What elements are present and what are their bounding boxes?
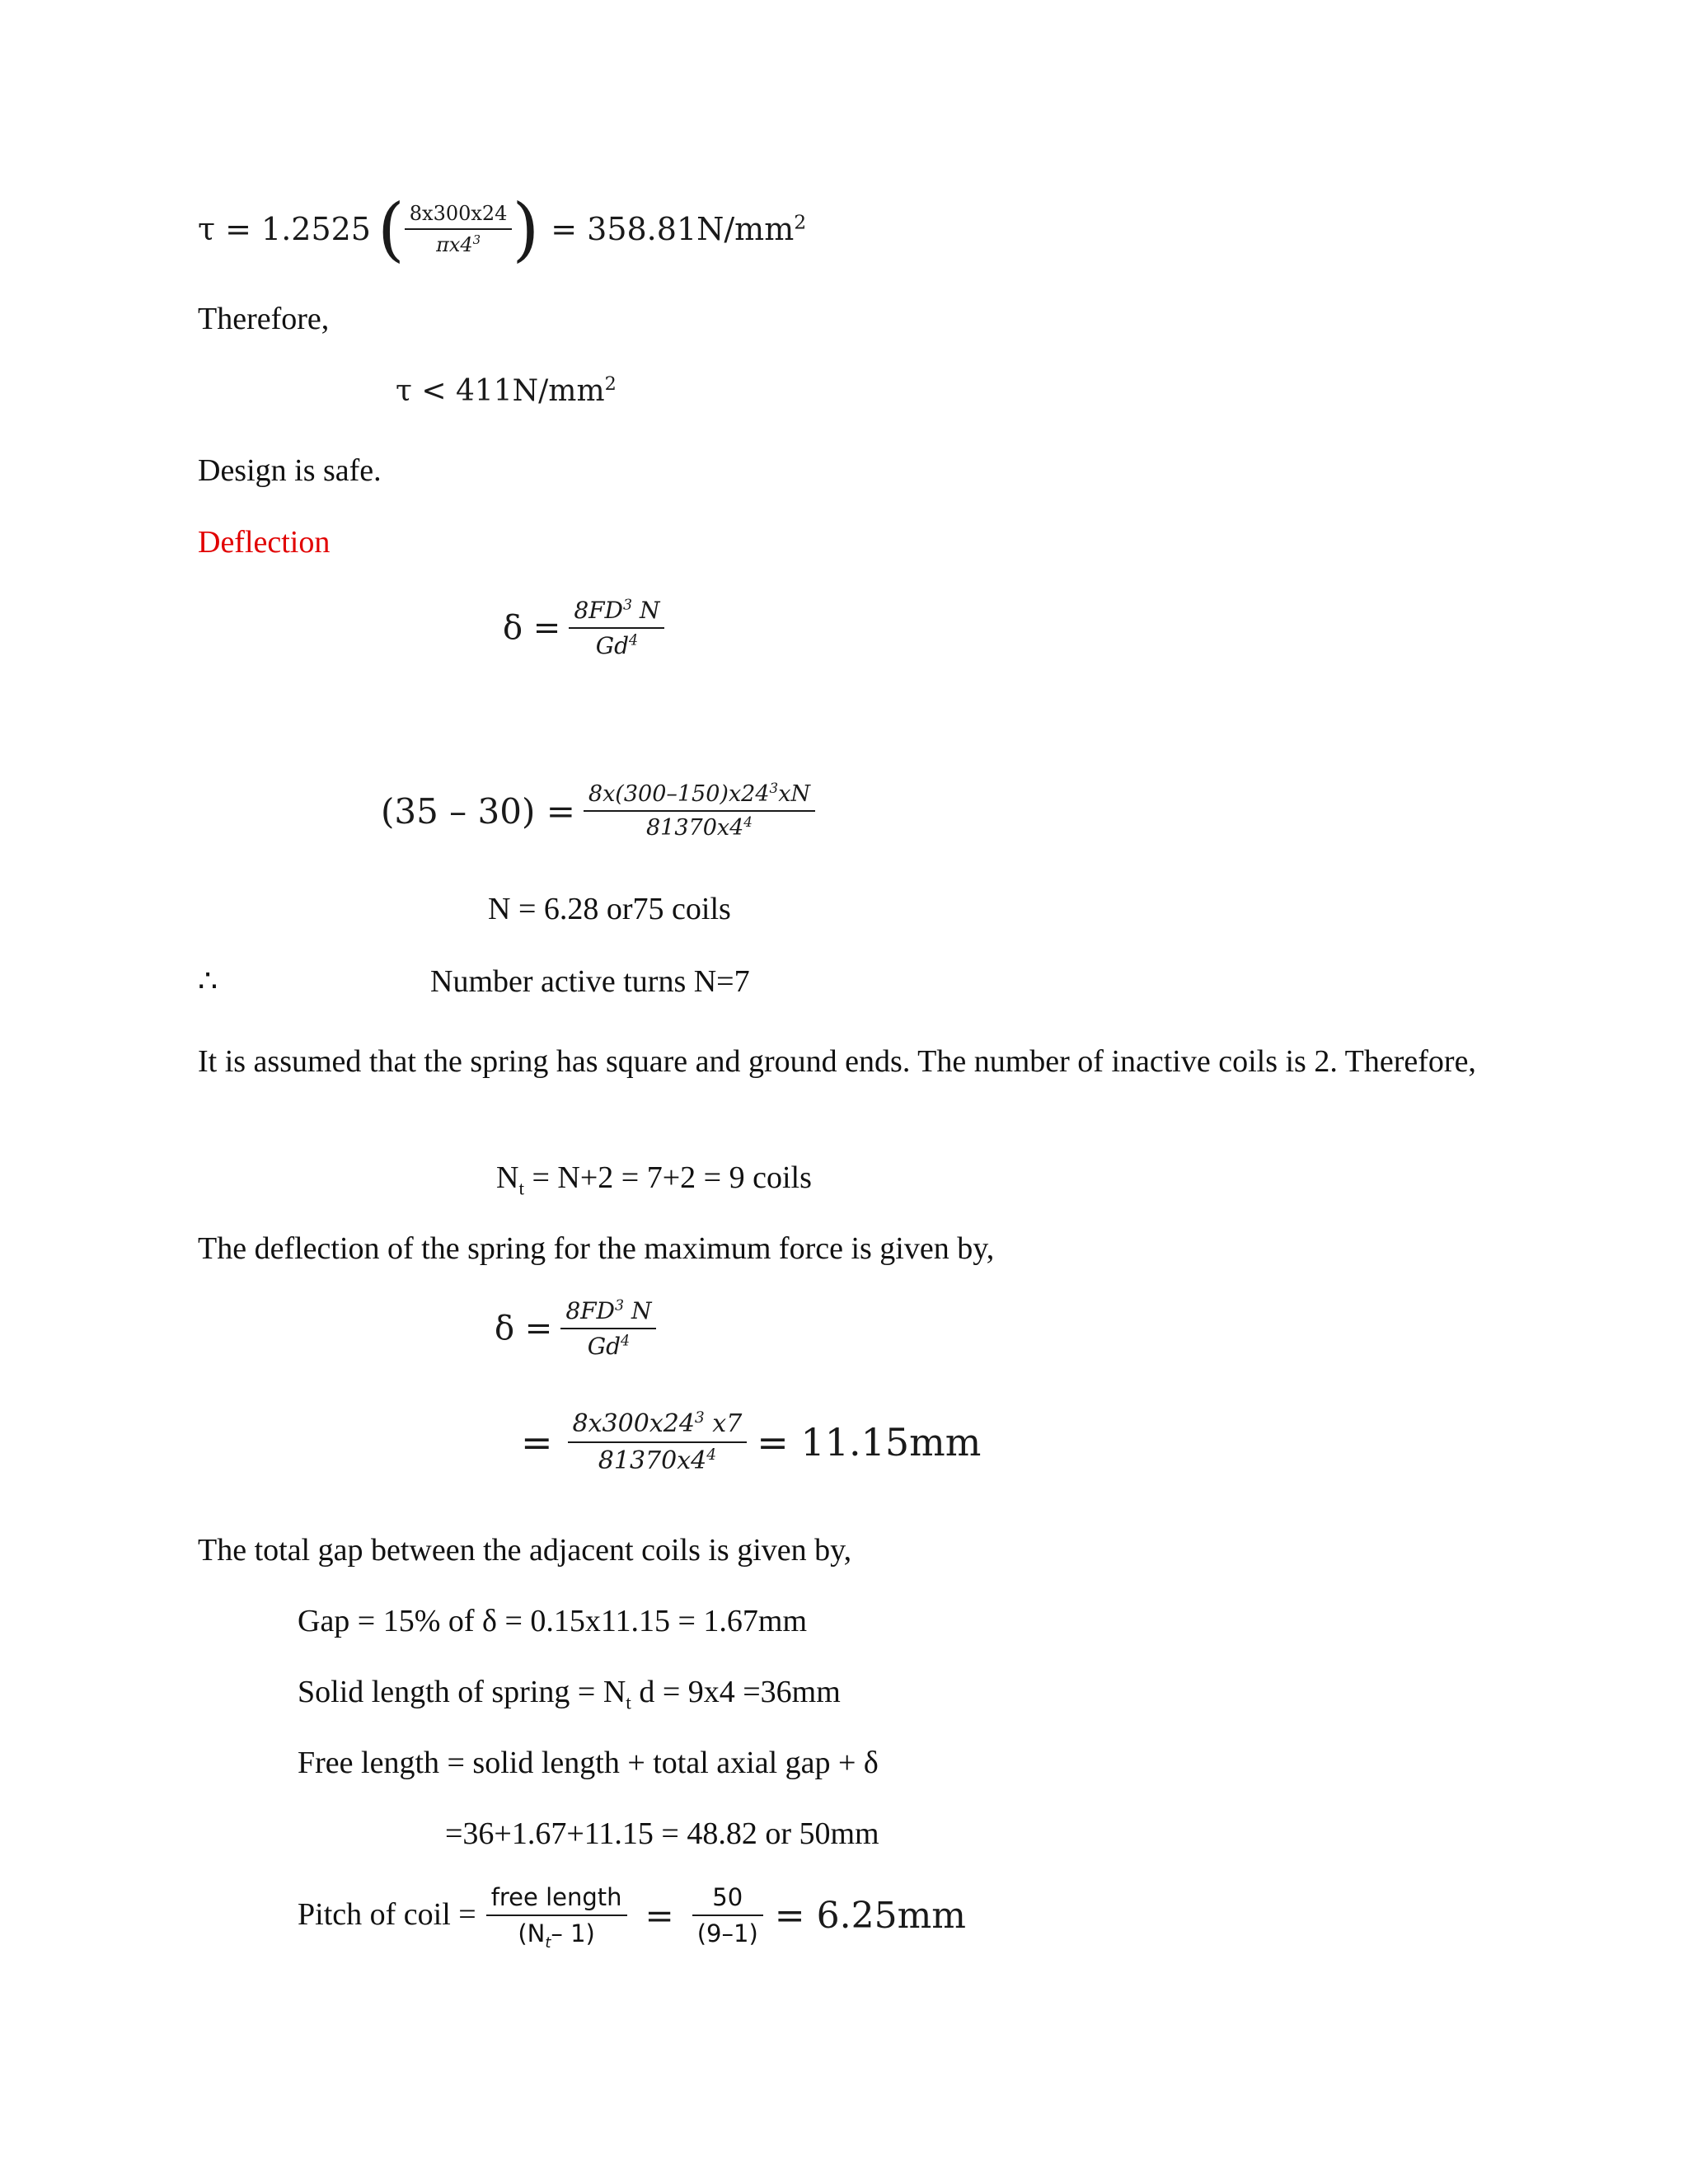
tau-numerator: 8x300x24 [409, 202, 508, 225]
gap-equation: Gap = 15% of δ = 0.15x11.15 = 1.67mm [298, 1604, 808, 1638]
pitch-label: Pitch of coil = [298, 1897, 476, 1933]
pitch-result: = 6.25mm [774, 1894, 967, 1937]
tau-limit-equation: $\tau < 411N/mm^2$ [396, 373, 617, 408]
pitch-fraction-1: $\frac{\text{free length}}{(N_t- 1)}$ [486, 1883, 627, 1947]
deflection-value-fraction: $\frac{8x300x24^3 x7}{81370x4^4}$ [568, 1409, 748, 1475]
free-length-equation: Free length = solid length + total axial gap + δ [298, 1746, 879, 1780]
tau-denominator: $\pi x4^3$ [436, 232, 481, 256]
assumption-paragraph: It is assumed that the spring has square and ground ends. The number of inactive coils is 2. Therefore, [198, 1044, 1476, 1079]
deflection-intro-text: The deflection of the spring for the maximum force is given by, [198, 1231, 995, 1266]
therefore-text-1: Therefore, [198, 302, 330, 336]
right-paren: ) [512, 189, 540, 269]
pitch-fraction-2: $\frac{50}{(9-1)}$ [692, 1883, 763, 1947]
deflection-fraction-1: $\frac{8FD^3 N}{Gd^4}$ [569, 597, 664, 659]
pitch-equals: = [645, 1895, 674, 1936]
tau-fraction [405, 202, 513, 256]
deflection-value-equation [521, 1409, 981, 1475]
tau-result: = $358.81N/mm^2$ [551, 210, 807, 247]
solve-n-equation [381, 781, 815, 841]
left-paren: ( [377, 189, 405, 269]
solid-length-equation: Solid length of spring = $N_t$ d = 9x4 =36mm [298, 1675, 841, 1714]
deflection-fraction-2: $\frac{8FD^3 N}{Gd^4}$ [560, 1297, 656, 1360]
delta-value-result: = 11.15mm [757, 1420, 982, 1465]
pitch-equation [298, 1883, 967, 1952]
delta-lhs: δ = [503, 609, 561, 647]
n-result-text: N = 6.28 or75 coils [488, 892, 731, 926]
tau-equation [198, 189, 807, 269]
deflection-formula-1 [503, 597, 664, 659]
deflection-heading: Deflection [198, 525, 331, 560]
total-coils-equation: $N_t = N+2 = 7+2 = 9$ coils [496, 1160, 812, 1200]
gap-intro-text: The total gap between the adjacent coils is given by, [198, 1533, 852, 1568]
design-safe-text: Design is safe. [198, 453, 382, 488]
tau-lhs: τ = 1.2525 [198, 211, 371, 247]
delta-value-lhs: = [521, 1420, 553, 1465]
active-turns-text: Number active turns N=7 [430, 964, 750, 999]
free-length-value: =36+1.67+11.15 = 48.82 or 50mm [445, 1816, 879, 1851]
solve-n-lhs: (35 – 30) = [381, 790, 575, 832]
delta-lhs-2: δ = [495, 1310, 553, 1347]
solve-n-fraction: $\frac{8x(300-150)x24^3xN}{81370x4^4}$ [584, 781, 815, 841]
therefore-symbol: ∴ [198, 964, 218, 999]
deflection-formula-2 [495, 1297, 656, 1360]
